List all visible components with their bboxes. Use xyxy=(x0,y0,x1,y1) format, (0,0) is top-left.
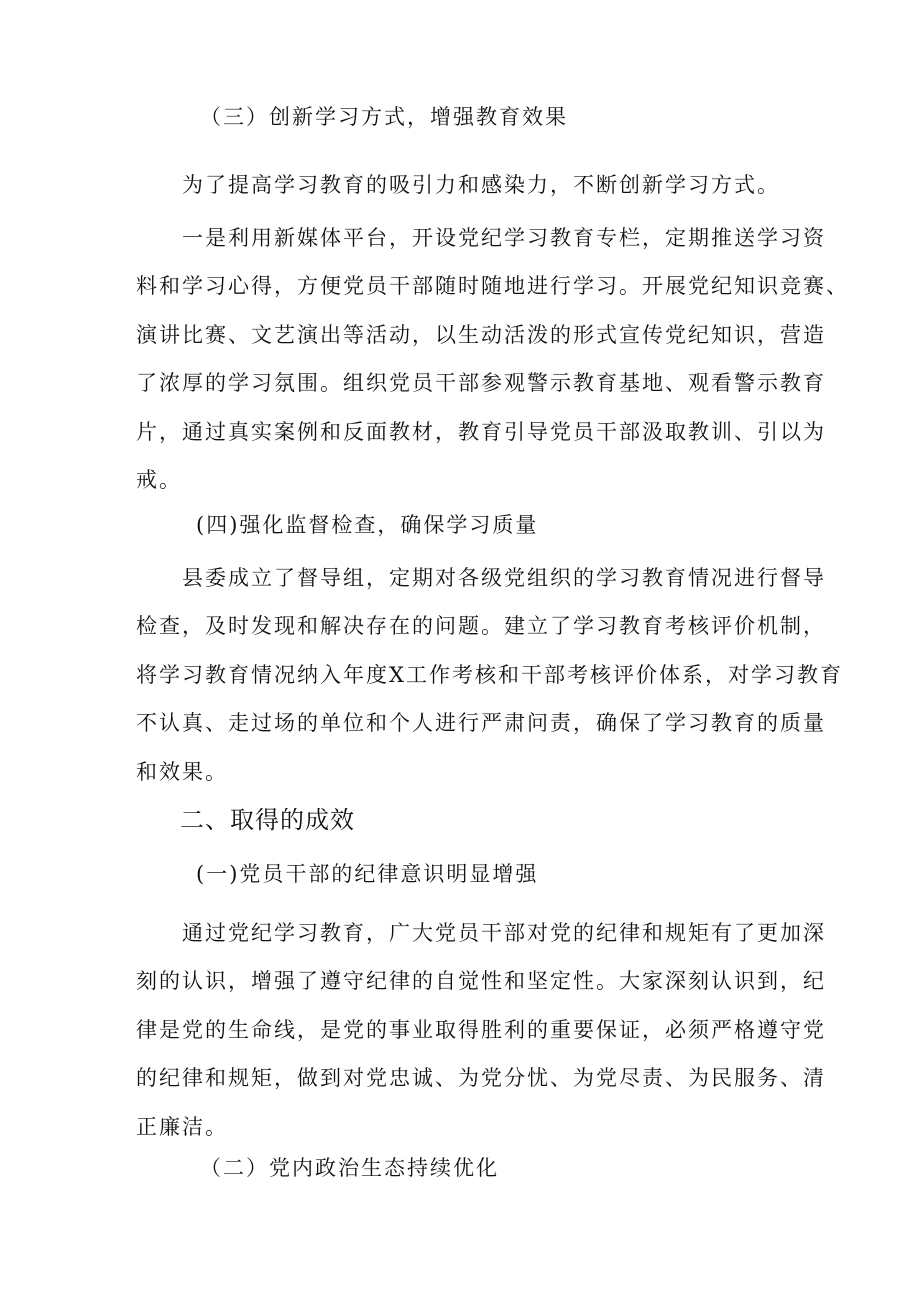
text-line: 不认真、走过场的单位和个人进行严肃问责，确保了学习教育的质量 xyxy=(136,711,826,736)
text-line: 演讲比赛、文艺演出等活动，以生动活泼的形式宣传党纪知识，营造 xyxy=(136,322,826,347)
section-3-intro: 为了提高学习教育的吸引力和感染力，不断创新学习方式。 xyxy=(182,173,780,197)
text-line: 县委成立了督导组，定期对各级党组织的学习教育情况进行督导 xyxy=(182,566,826,590)
section-4-body xyxy=(136,554,843,796)
text-line: 将学习教育情况纳入年度X工作考核和干部考核评价体系，对学习教育 xyxy=(136,662,843,687)
part-2-heading: 二、取得的成效 xyxy=(180,806,355,834)
text-line: 律是党的生命线，是党的事业取得胜利的重要保证，必须严格遵守党 xyxy=(136,1017,826,1042)
text-line: 刻的认识，增强了遵守纪律的自觉性和坚定性。大家深刻认识到，纪 xyxy=(136,969,826,994)
text-line: 料和学习心得，方便党员干部随时随地进行学习。开展党纪知识竞赛、 xyxy=(136,274,849,299)
section-4-heading: (四)强化监督检查，确保学习质量 xyxy=(196,513,539,537)
text-line: 通过党纪学习教育，广大党员干部对党的纪律和规矩有了更加深 xyxy=(182,921,826,945)
text-line: 一是利用新媒体平台，开设党纪学习教育专栏，定期推送学习资 xyxy=(182,226,826,250)
text-line: 了浓厚的学习氛围。组织党员干部参观警示教育基地、观看警示教育 xyxy=(136,371,826,396)
section-3-heading: （三）创新学习方式，增强教育效果 xyxy=(200,105,568,129)
text-line: 检查，及时发现和解决存在的问题。建立了学习教育考核评价机制， xyxy=(136,614,826,639)
part-2-sub-2-heading: （二）党内政治生态持续优化 xyxy=(200,1156,499,1180)
text-line: 的纪律和规矩，做到对党忠诚、为党分忧、为党尽责、为民服务、清 xyxy=(136,1066,826,1091)
text-line: 片，通过真实案例和反面教材，教育引导党员干部汲取教训、引以为 xyxy=(136,419,826,444)
text-line: 正廉洁。 xyxy=(136,1114,228,1139)
section-3-body xyxy=(136,214,849,504)
part-2-sub-1-body xyxy=(136,909,826,1151)
text-line: 和效果。 xyxy=(136,759,228,784)
part-2-sub-1-heading: (一)党员干部的纪律意识明显增强 xyxy=(196,862,539,886)
text-line: 戒。 xyxy=(136,467,182,492)
